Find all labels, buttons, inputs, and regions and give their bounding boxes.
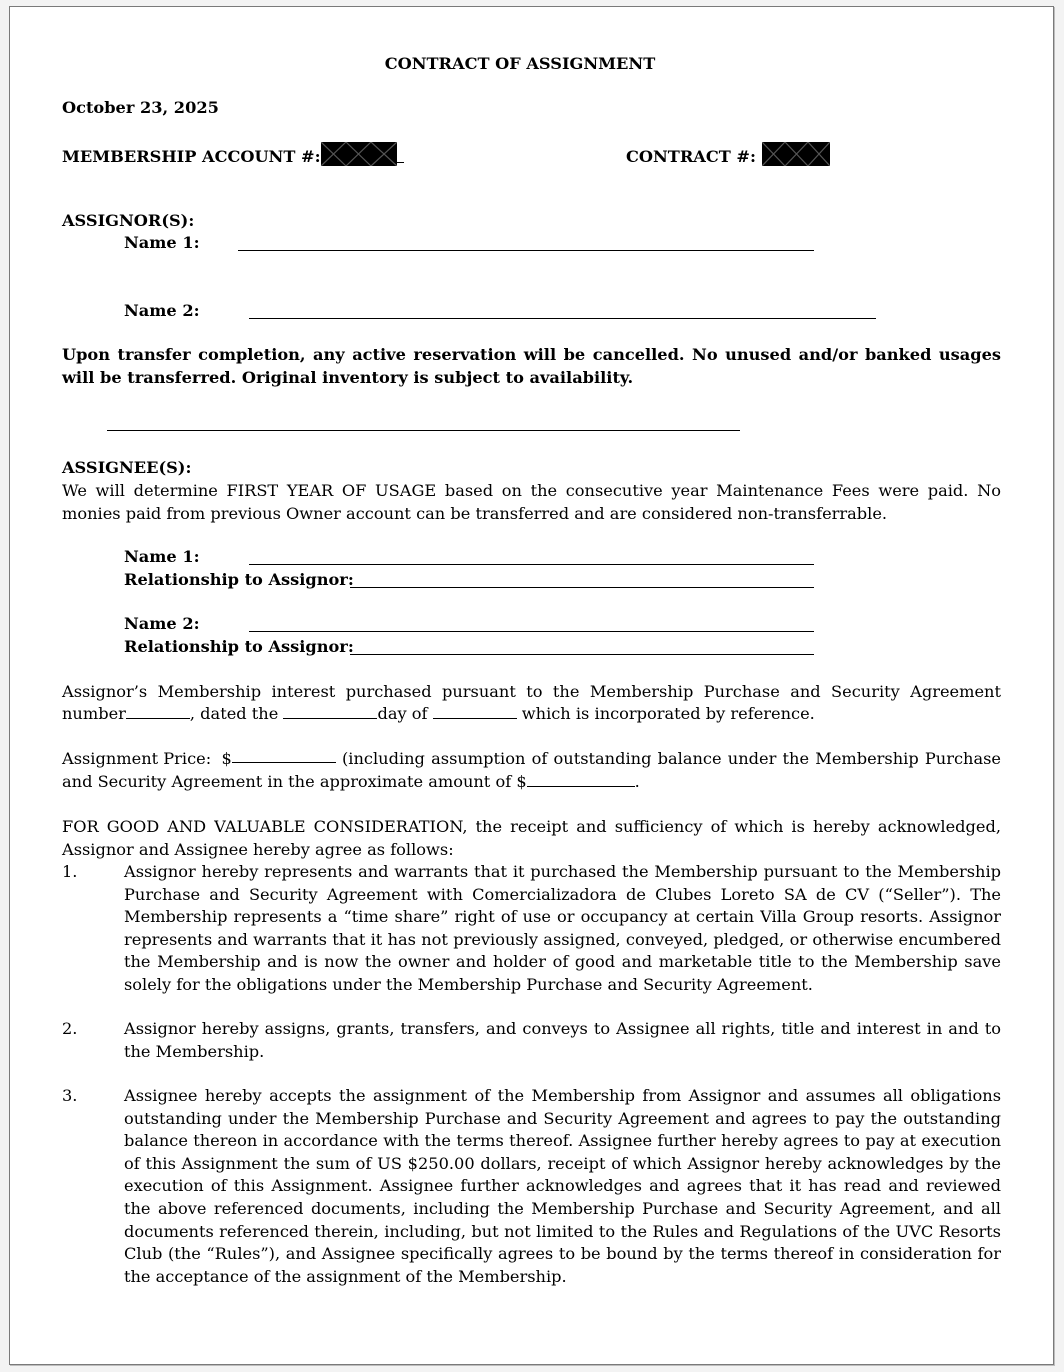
signature-line[interactable] [107,430,740,431]
assignees-intro: We will determine FIRST YEAR OF USAGE based on the consecutive year Maintenance Fees were paid. No monies paid from previous Owner account can be transferred and are considered non-transferrable. [62,481,1001,523]
transfer-notice: Upon transfer completion, any active reservation will be cancelled. No unused and/or banked usages will be transferred. Original inventory is subject to availability. [62,345,1001,387]
assignment-price-field[interactable] [232,748,336,763]
agreement-day-field[interactable] [283,704,377,719]
contract-number-label: CONTRACT #: [626,147,756,166]
interest-line2 [62,703,815,726]
interest-suffix: which is incorporated by reference. [516,704,815,723]
membership-account-label: MEMBERSHIP ACCOUNT #: [62,147,321,166]
approximate-balance-field[interactable] [527,772,635,787]
assignor-name1-label: Name 1: [124,233,200,252]
price-line2-suffix: . [634,772,640,791]
interest-number-prefix: number [62,704,126,723]
assignors-heading: ASSIGNOR(S): [62,211,195,230]
interest-day-of-text: day of [377,704,433,723]
clause-3-number: 3. [62,1086,78,1105]
document-title: CONTRACT OF ASSIGNMENT [384,54,656,73]
assignee-name2-field[interactable] [249,631,814,632]
contract-number-row [626,142,830,169]
assignees-heading: ASSIGNEE(S): [62,458,192,477]
contract-number-redacted [762,142,830,166]
price-line1 [62,748,1001,771]
assignor-name2-label: Name 2: [124,301,200,320]
assignee-relationship1-field[interactable] [350,587,814,588]
clause-2-text: Assignor hereby assigns, grants, transfers, and conveys to Assignee all rights, title and interest in and to the Membership. [124,1019,1001,1061]
clause-1-text: Assignor hereby represents and warrants that it purchased the Membership pursuant to the Membership Purchase and Security Agreement with Comercializadora de Clubes Loreto SA de CV (“Seller”). The Membership represents a “time share” right of use or occupancy at certain Villa Group resorts. Assignor represents and warrants that it has not previously assigned, conveyed, pledged, or otherwise encumbered the Membership and is now the owner and holder of good and marketable title to the Membership save solely for the obligations under the Membership Purchase and Security Agreement. [124,862,1001,994]
price-line2-prefix: and Security Agreement in the approximate amount of $ [62,772,527,791]
clause-1-number: 1. [62,862,78,881]
assignee-relationship2-label: Relationship to Assignor: [124,637,354,656]
clause-2-number: 2. [62,1019,78,1038]
agreement-number-field[interactable] [126,704,190,719]
membership-account-underline [397,146,404,163]
assignee-name1-field[interactable] [249,564,814,565]
redaction-pattern-icon [762,142,830,166]
assignor-name1-field[interactable] [238,250,814,251]
assignee-name1-label: Name 1: [124,547,200,566]
price-line2 [62,771,640,794]
assignee-relationship2-field[interactable] [350,654,814,655]
document-date: October 23, 2025 [62,98,219,117]
assignee-name2-label: Name 2: [124,614,200,633]
interest-line1: Assignor’s Membership interest purchased pursuant to the Membership Purchase and Security Agreement [62,682,1001,701]
membership-account-row [62,142,404,169]
assignor-name2-field[interactable] [249,318,876,319]
agreement-month-field[interactable] [433,704,517,719]
membership-account-redacted [321,142,397,166]
price-line1-rest: (including assumption of outstanding balance under the Membership Purchase [335,749,1001,768]
assignee-relationship1-label: Relationship to Assignor: [124,570,354,589]
redaction-pattern-icon [321,142,397,166]
consideration-paragraph: FOR GOOD AND VALUABLE CONSIDERATION, the receipt and sufficiency of which is hereby acknowledged, Assignor and Assignee hereby agree as follows: [62,817,1001,859]
clause-3-text: Assignee hereby accepts the assignment of the Membership from Assignor and assumes all obligations outstanding under the Membership Purchase and Security Agreement and agrees to pay the outstanding balance thereon in accordance with the terms thereof. Assignee further hereby agrees to pay at execution of this Assignment the sum of US $250.00 dollars, receipt of which Assignor hereby acknowledges by the execution of this Assignment. Assignee further acknowledges and agrees that it has read and reviewed the above referenced documents, including the Membership Purchase and Security Agreement, and all documents referenced therein, including, but not limited to the Rules and Regulations of the UVC Resorts Club (the “Rules”), and Assignee specifically agrees to be bound by the terms thereof in consideration for the acceptance of the assignment of the Membership. [124,1086,1001,1286]
assignment-price-label: Assignment Price: $ [62,749,232,768]
interest-dated-text: , dated the [189,704,284,723]
